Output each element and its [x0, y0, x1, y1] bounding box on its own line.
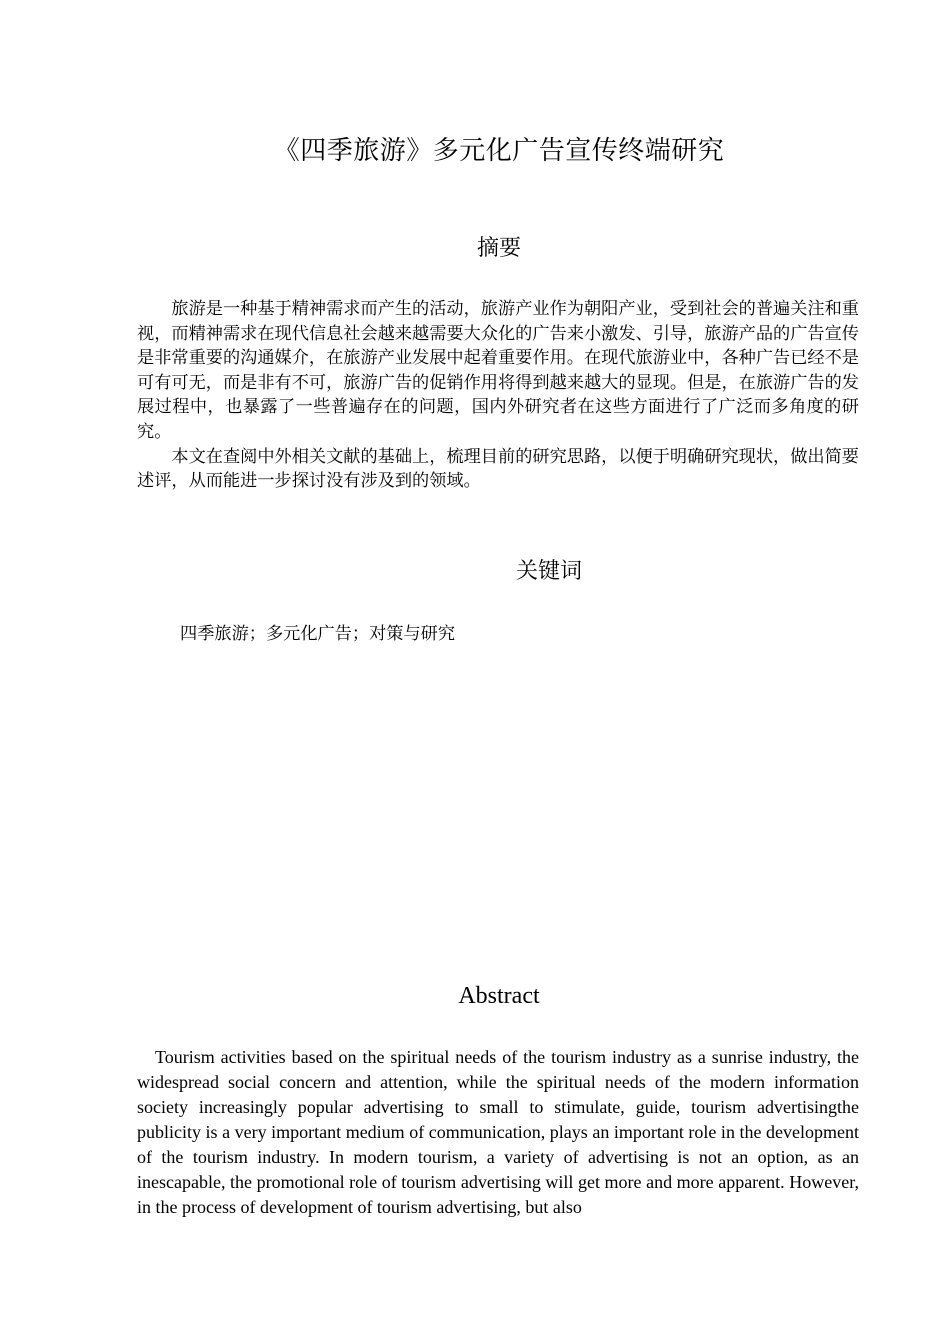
abstract-en-paragraph: Tourism activities based on the spiritual needs of the tourism industry as a sunrise industry, the widespread social concern and attention, while the spiritual needs of the modern information society increasingly popular advertising to small to stimulate, guide, tourism advertisingthe publicity is a very important medium of communication, plays an important role in the development of the tourism industry. In modern tourism, a variety of advertising is not an option, as an inescapable, the promotional role of tourism advertising will get more and more apparent. However, in the process of development of tourism advertising, but also	[137, 1047, 859, 1217]
abstract-en-body	[137, 1045, 859, 1220]
keywords-heading: 关键词	[515, 559, 582, 584]
abstract-cn-paragraph: 旅游是一种基于精神需求而产生的活动，旅游产业作为朝阳产业，受到社会的普遍关注和重视，而精神需求在现代信息社会越来越需要大众化的广告来小激发、引导，旅游产品的广告宣传是非常重要的沟通媒介，在旅游产业发展中起着重要作用。在现代旅游业中，各种广告已经不是可有可无，而是非有不可，旅游广告的促销作用将得到越来越大的显现。但是，在旅游广告的发展过程中，也暴露了一些普遍存在的问题，国内外研究者在这些方面进行了广泛而多角度的研究。	[137, 299, 859, 442]
keywords-text: 四季旅游；多元化广告；对策与研究	[180, 624, 456, 644]
abstract-cn-body	[137, 297, 859, 494]
document-title: 《四季旅游》多元化广告宣传终端研究	[273, 136, 725, 166]
abstract-en-heading: Abstract	[458, 983, 540, 1009]
abstract-cn-paragraph: 本文在查阅中外相关文献的基础上，梳理目前的研究思路，以便于明确研究现状，做出简要述评，从而能进一步探讨没有涉及到的领域。	[137, 446, 859, 492]
abstract-cn-heading: 摘要	[476, 236, 521, 261]
